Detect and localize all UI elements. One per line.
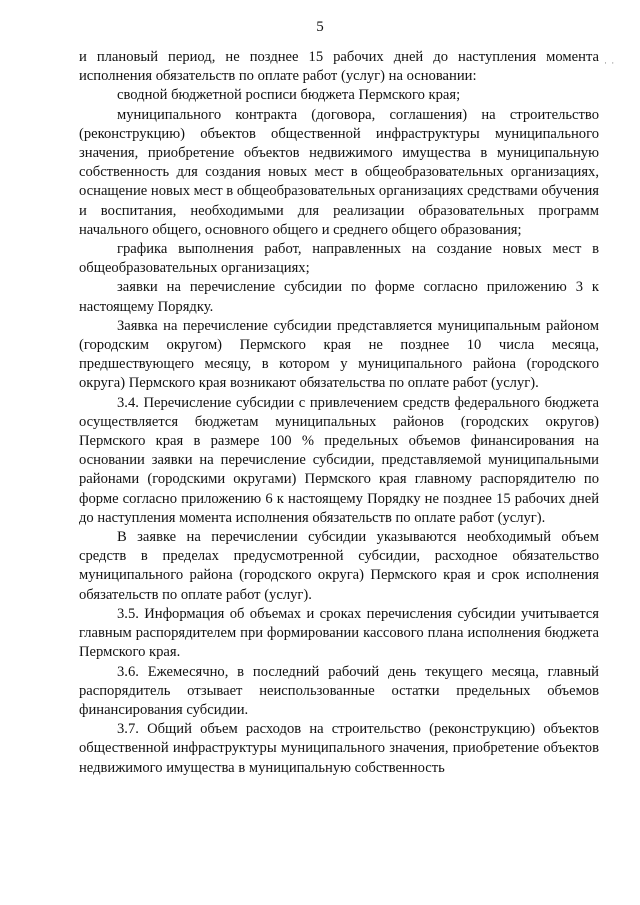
paragraph-work-schedule: графика выполнения работ, направленных на создание новых мест в общеобразовательных организациях; <box>79 241 599 277</box>
body-text <box>79 48 599 778</box>
paragraph-municipal-contract: муниципального контракта (договора, соглашения) на строительство (реконструкцию) объектов общественной инфраструктуры муниципального значения, приобретение объектов недвижимого имущества в муниципальную собственность для создания новых мест в общеобразовательных организациях, оснащение новых мест в общеобразовательных организациях средствами обучения и воспитания, необходимыми для реализации образовательных программ начального общего, основного общего и среднего общего образования; <box>79 106 599 238</box>
scan-speck: · · <box>604 58 616 68</box>
paragraph-request-deadline: Заявка на перечисление субсидии представляется муниципальным районом (городским округом) Пермского края не позднее 10 числа месяца, предшествующего месяцу, в котором у муниципального района (городского округа) Пермского края возникают обязательства по оплате работ (услуг). <box>79 317 599 392</box>
page-number: 5 <box>316 19 324 35</box>
paragraph-section-3-6: 3.6. Ежемесячно, в последний рабочий день текущего месяца, главный распорядитель отзывает неиспользованные остатки предельных объемов финансирования субсидии. <box>79 663 599 718</box>
paragraph-section-3-7: 3.7. Общий объем расходов на строительство (реконструкцию) объектов общественной инфраструктуры муниципального значения, приобретение объектов недвижимого имущества в муниципальную собственность <box>79 721 599 776</box>
paragraph-budget-list: сводной бюджетной росписи бюджета Пермского края; <box>117 87 461 104</box>
paragraph-continuation: и плановый период, не позднее 15 рабочих дней до наступления момента исполнения обязательств по оплате работ (услуг) на основании: <box>79 49 599 85</box>
paragraph-request-contents: В заявке на перечислении субсидии указываются необходимый объем средств в пределах предусмотренной субсидии, расходное обязательство муниципального района (городского округа) Пермского края и срок исполнения обязательств по оплате работ (услуг). <box>79 529 599 603</box>
paragraph-subsidy-request: заявки на перечисление субсидии по форме согласно приложению 3 к настоящему Порядку. <box>79 279 599 315</box>
paragraph-section-3-5: 3.5. Информация об объемах и сроках перечисления субсидии учитывается главным распорядителем при формировании кассового плана исполнения бюджета Пермского края. <box>79 605 599 661</box>
paragraph-section-3-4: 3.4. Перечисление субсидии с привлечением средств федерального бюджета осуществляется бюджетам муниципальных районов (городских округов) Пермского края в размере 100 % предельных объемов финансирования на основании заявки на перечисление субсидии, представляемой муниципальными районами (городскими округами) Пермского края главному распорядителю по форме согласно приложению 6 к настоящему Порядку не позднее 15 рабочих дней до наступления момента исполнения обязательств по оплате работ (услуг). <box>79 394 599 526</box>
